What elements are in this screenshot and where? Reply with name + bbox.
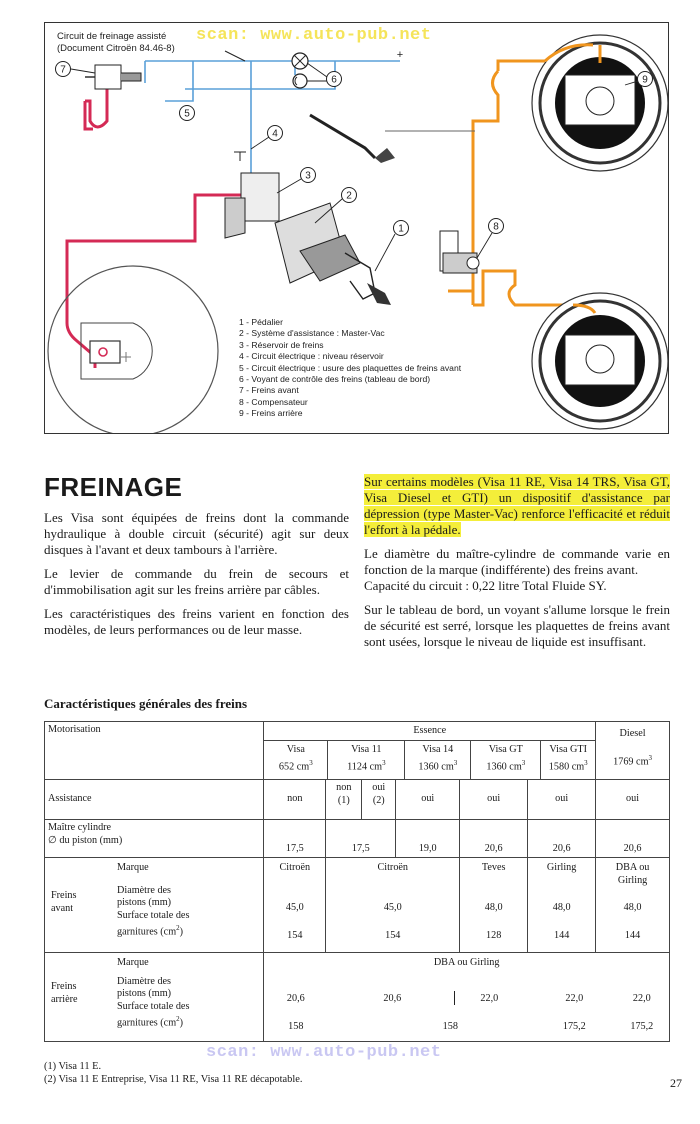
callout-6: [327, 72, 342, 87]
cell-value: 45,0: [285, 902, 304, 913]
cell-note: (2): [372, 794, 385, 806]
paragraph: Les Visa sont équipées de freins dont la commande hydraulique à double circuit (sécurité) agit sur deux disques à l'avant et deux tambours à l'arrière.: [44, 510, 349, 557]
front-brakes-row: [45, 858, 670, 953]
cc-value: 1769 cm: [613, 755, 649, 767]
diesel-cc: [599, 752, 666, 769]
model-cc: [541, 757, 595, 774]
highlighted-paragraph: [364, 474, 670, 538]
cell-group: [528, 858, 596, 953]
cell-value: 175,2: [562, 1021, 586, 1032]
rear-brakes-labels: [45, 953, 264, 1042]
cell-stack: [596, 858, 669, 952]
model-cc: [405, 757, 470, 774]
label-sup: 2: [176, 1015, 180, 1023]
model-name: Visa GTI: [549, 744, 588, 755]
watermark-top: scan: www.auto-pub.net: [196, 26, 432, 45]
cube-sup: 3: [648, 753, 652, 762]
cell-value: 158: [442, 1021, 458, 1032]
cell-value: 154: [287, 930, 303, 941]
callout-number: 8: [493, 221, 499, 233]
separator-tick: [454, 991, 455, 1005]
label-line: Marque: [117, 957, 149, 968]
cell-value: 175,2: [630, 1021, 654, 1032]
callout-number: 6: [331, 74, 337, 86]
cell-stack: [264, 858, 325, 952]
footnote: (2) Visa 11 E Entreprise, Visa 11 RE, Visa 11 RE décapotable.: [44, 1074, 303, 1085]
cell: 17,5: [264, 820, 326, 858]
model-cc: [328, 757, 404, 774]
essence-group-header: [264, 722, 596, 780]
label-line: Freins: [51, 890, 77, 901]
cell-group: [264, 858, 326, 953]
label-line: Surface totale des: [117, 1000, 190, 1012]
label-part: garnitures (cm: [117, 926, 177, 938]
rear-brakes-row: [45, 953, 670, 1042]
cell: non: [264, 780, 326, 820]
legend-item: 5 - Circuit électrique : usure des plaquettes de freins avant: [239, 362, 462, 373]
cell-value: 22,0: [632, 993, 651, 1004]
cell-note: (1): [337, 794, 350, 806]
model-visa11: [328, 741, 405, 779]
cell-value: 144: [554, 930, 570, 941]
legend-item: 4 - Circuit électrique : niveau réservoir: [239, 351, 384, 362]
label-line: avant: [51, 902, 74, 914]
cell-value: Girling: [617, 875, 648, 886]
callout-number: 1: [398, 223, 404, 235]
cube-sup: 3: [309, 758, 313, 767]
master-vac-assembly: [225, 170, 391, 305]
footnote: (1) Visa 11 E.: [44, 1061, 102, 1072]
cell: oui: [528, 780, 596, 820]
legend-item: 9 - Freins arrière: [239, 408, 303, 419]
label-line: Marque: [117, 862, 149, 873]
callout-4: [268, 126, 283, 141]
callout-number: 7: [60, 64, 66, 76]
paragraph: Sur le tableau de bord, un voyant s'allume lorsque le frein de sécurité est serré, lorsque les plaquettes de freins avant sont usées, lorsque le niveau de liquide est insuffisant.: [364, 602, 670, 649]
label-line: Diamètre des: [117, 884, 172, 896]
cell-value: 22,0: [480, 993, 499, 1004]
cube-sup: 3: [453, 758, 458, 767]
right-column: [364, 474, 670, 650]
cell-value: 20,6: [286, 993, 305, 1004]
cell-value: 22,0: [565, 993, 584, 1004]
front-disc: [48, 266, 218, 433]
footnotes: [44, 1060, 302, 1086]
group-label: [51, 981, 78, 1006]
callout-8: [489, 219, 504, 234]
assistance-label: Assistance: [45, 780, 264, 820]
cell-value: DBA ou Girling: [433, 957, 500, 968]
highlight-text: Sur certains modèles (Visa 11 RE, Visa 14 TRS, Visa GT, Visa Diesel et GTI) un dispositif d'assistance par dépression (type Master-Vac) renforce l'efficacité et réduit l'effort à la pédale.: [364, 474, 670, 537]
legend-item: 8 - Compensateur: [239, 396, 308, 407]
cell-value: Citroën: [279, 862, 311, 873]
sub-labels: [117, 862, 189, 939]
diesel-label: Diesel: [619, 728, 646, 739]
rear-values: [264, 953, 670, 1042]
label-line: [117, 922, 189, 939]
cell: 20,6: [528, 820, 596, 858]
handbrake-lever: [310, 115, 475, 163]
label-line: Surface totale des: [117, 909, 190, 921]
table-title: Caractéristiques générales des freins: [44, 696, 248, 711]
label-line: Freins: [51, 981, 77, 992]
model-visa-gti: [541, 741, 595, 779]
front-brake-circuit: [67, 83, 245, 368]
cell-value: Teves: [481, 862, 506, 873]
label-line: pistons (mm): [117, 988, 172, 999]
model-visa14: [405, 741, 471, 779]
paragraph: Capacité du circuit : 0,22 litre Total Fluide SY.: [364, 578, 607, 593]
cell-group: [326, 858, 460, 953]
sub-labels: [117, 957, 189, 1030]
cell-value: 158: [288, 1021, 304, 1032]
cell-group: [596, 858, 670, 953]
cube-sup: 3: [382, 758, 386, 767]
cell: 17,5: [326, 820, 396, 858]
model-name: Visa GT: [488, 744, 523, 755]
left-column: [44, 510, 349, 638]
callout-1: [394, 221, 409, 236]
label-line: Diamètre des: [117, 975, 172, 987]
essence-label: Essence: [264, 722, 595, 741]
cell: [326, 780, 362, 820]
cell-value: Girling: [546, 862, 577, 873]
model-header-cells: [264, 741, 595, 779]
callout-number: 3: [305, 170, 311, 182]
label-part: ): [179, 926, 184, 938]
cc-value: 1360 cm: [486, 760, 522, 772]
cube-sup: 3: [521, 758, 526, 767]
cell-value: Citroën: [377, 862, 409, 873]
diagram-title-line1: Circuit de freinage assisté: [57, 31, 167, 42]
cell-value: 20,6: [383, 993, 402, 1004]
diagram-title-line2: (Document Citroën 84.46-8): [57, 43, 175, 54]
assistance-row: [45, 780, 670, 820]
ground-symbol: [234, 152, 246, 161]
label-line: [117, 1013, 189, 1030]
model-name: Visa: [286, 744, 305, 755]
cell: 19,0: [396, 820, 460, 858]
watermark-bottom: scan: www.auto-pub.net: [206, 1043, 442, 1062]
motorisation-header: [45, 722, 264, 780]
rear-values-block: [264, 953, 669, 1041]
cell-stack: [326, 858, 459, 952]
label-line: ∅ du piston (mm): [48, 834, 123, 846]
cc-value: 1124 cm: [347, 760, 383, 772]
table-header-row: [45, 722, 670, 780]
cell-value: non: [336, 782, 352, 793]
plus-sign-label: +: [396, 49, 404, 61]
legend-item: 7 - Freins avant: [239, 385, 299, 396]
model-name: Visa 11: [351, 744, 382, 755]
callout-5: [180, 106, 195, 121]
cell-value: 144: [624, 930, 641, 941]
cell-value: 45,0: [383, 902, 402, 913]
front-label-block: [45, 858, 263, 952]
callout-number: 5: [184, 108, 190, 120]
label-sup: 2: [176, 924, 180, 932]
legend-item: 1 - Pédalier: [239, 317, 283, 327]
motorisation-label: Motorisation: [48, 724, 101, 735]
label-part: garnitures (cm: [117, 1017, 177, 1029]
group-label: [51, 890, 76, 915]
callout-number: 9: [642, 74, 648, 86]
paragraph: Le levier de commande du frein de secours et d'immobilisation agit sur les freins arrière par câbles.: [44, 566, 349, 597]
label-line: pistons (mm): [117, 897, 172, 908]
callout-9: [638, 72, 653, 87]
paragraph: Le diamètre du maître-cylindre de commande varie en fonction de la marque (indifférente) des freins avant.: [364, 546, 670, 577]
cell: oui: [460, 780, 528, 820]
label-part: ): [179, 1017, 184, 1029]
model-cc: [471, 757, 540, 774]
legend-item: 2 - Système d'assistance : Master-Vac: [239, 328, 385, 339]
model-visa-gt: [471, 741, 541, 779]
model-name: Visa 14: [422, 744, 454, 755]
rear-label-block: [45, 953, 263, 1041]
page-title: FREINAGE: [44, 472, 183, 502]
callout-3: [301, 168, 316, 183]
cell: 20,6: [460, 820, 528, 858]
label-line: arrière: [51, 993, 78, 1005]
cell-value: 48,0: [484, 902, 503, 913]
page-number: 27: [670, 1076, 682, 1090]
front-caliper-detail: [85, 65, 141, 89]
cell-group: [460, 858, 528, 953]
cell-value: 154: [385, 930, 401, 941]
cc-value: 652 cm: [278, 760, 310, 772]
rear-drum-lower: [532, 293, 668, 429]
callout-number: 2: [346, 190, 352, 202]
brake-specs-table: [44, 721, 670, 1042]
front-brakes-labels: [45, 858, 264, 953]
label-line: Maître cylindre: [48, 822, 112, 833]
legend-item: 6 - Voyant de contrôle des freins (tableau de bord): [239, 374, 431, 385]
cell-value: 48,0: [552, 902, 571, 913]
callout-number: 4: [272, 128, 278, 140]
cc-value: 1580 cm: [548, 760, 585, 772]
cell-stack: [460, 858, 527, 952]
cell: oui: [596, 780, 670, 820]
cube-sup: 3: [584, 758, 588, 767]
diagram-legend: [239, 317, 461, 420]
callout-2: [342, 188, 357, 203]
cell-stack: [528, 858, 595, 952]
cell-value: oui: [372, 782, 386, 793]
cell-value: 48,0: [623, 902, 642, 913]
cell: 20,6: [596, 820, 670, 858]
cell-value: DBA ou: [615, 862, 650, 873]
callout-7: [56, 62, 71, 77]
cell: oui: [396, 780, 460, 820]
rear-drum-upper: [532, 35, 668, 171]
master-cylinder-row: [45, 820, 670, 858]
model-visa: [264, 741, 328, 779]
brake-circuit-diagram: [44, 22, 669, 434]
cell-value: 128: [486, 930, 502, 941]
legend-item: 3 - Réservoir de freins: [239, 339, 324, 350]
paragraph: Les caractéristiques des freins varient en fonction des modèles, de leurs performances ou de leur masse.: [44, 606, 349, 637]
model-cc: [264, 757, 327, 774]
cell: [362, 780, 396, 820]
diesel-header: [596, 722, 670, 780]
master-cylinder-label: [45, 820, 264, 858]
cc-value: 1360 cm: [418, 760, 454, 772]
